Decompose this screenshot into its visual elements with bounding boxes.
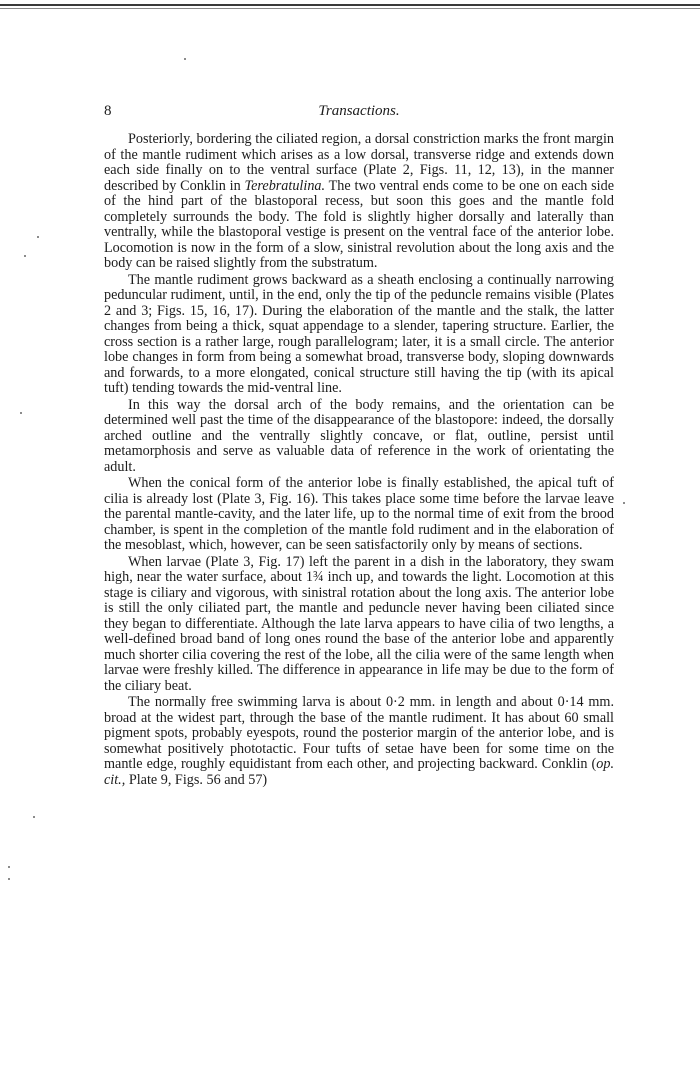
- page-number: 8: [104, 103, 112, 119]
- text-run: Posteriorly, bordering the ciliated region, a dorsal constriction marks the front margin of the mantle rudiment which arises as a low dorsal, transverse ridge and extends down each side finally on to the ventral surface (Plate 2, Figs. 11, 12, 13), in the manner described by Conklin in: [104, 131, 614, 194]
- text-run: In this way the dorsal arch of the body remains, and the orientation can be determined well past the time of the disappearance of the blastopore: indeed, the dorsally arched outline and the ventrally slightly concave, or flat, outline, persist until metamorphosis and serve as valuable data of reference in the work of orientating the adult.: [104, 396, 614, 475]
- running-head: Transactions.: [318, 103, 400, 119]
- paragraph: [104, 695, 614, 788]
- taxon-name: Terebratulina.: [244, 177, 326, 194]
- scan-speck: [20, 412, 22, 414]
- paragraph: [104, 132, 614, 272]
- text-run: When the conical form of the anterior lobe is finally established, the apical tuft of cilia is already lost (Plate 3, Fig. 16). This takes place some time before the larvae leave the parental mantle-cavity, and the later life, up to the normal time of exit from the brood chamber, is spent in the completion of the mantle fold rudiment and in the elaboration of the mesoblast, which, however, can be seen satisfactorily only by means of sections.: [104, 475, 614, 553]
- scan-speck: [24, 255, 26, 257]
- page-header: [104, 103, 614, 123]
- scan-speck: [8, 878, 10, 880]
- citation-italic: op. cit.,: [104, 756, 614, 788]
- paragraph: [104, 476, 614, 554]
- text-run: The two ventral ends come to be one on each side of the hind part of the blastoporal recess, but soon this goes and the mantle fold completely surrounds the body. The fold is slightly higher dorsally and laterally than ventrally, while the blastoporal vestige is present on the ventral face of the anterior lobe. Locomotion is now in the form of a slow, sinistral revolution about the long axis and the body can be raised slightly from the substratum.: [104, 177, 615, 271]
- scan-speck: [623, 502, 625, 504]
- paragraph: [104, 555, 614, 695]
- text-run: The mantle rudiment grows backward as a sheath enclosing a continually narrowing peduncular rudiment, until, in the end, only the tip of the peduncle remains visible (Plates 2 and 3; Figs. 15, 16, 17). During the elaboration of the mantle and the stalk, the latter changes from being a thick, squat appendage to a slender, tapering structure. Earlier, the cross section is a rather large, rough parallelogram; later, it is a small circle. The anterior lobe changes in form from being a somewhat broad, transverse body, sloping downwards and forwards, to a more elongated, conical structure still having the tip (with its apical tuft) tending towards the mid-ventral line.: [104, 271, 614, 396]
- scan-speck: [33, 816, 35, 818]
- paragraph: [104, 398, 614, 476]
- text-run: The normally free swimming larva is about 0·2 mm. in length and about 0·14 mm. broad at the widest part, through the base of the mantle rudiment. It has about 60 small pigment spots, probably eyespots, round the posterior margin of the anterior lobe, and is somewhat positively phototactic. Four tufts of setae have been for some time on the mantle edge, roughly equidistant from each other, and projecting backward. Conklin (: [104, 694, 614, 772]
- scan-speck: [184, 58, 186, 60]
- scan-speck: [37, 236, 39, 238]
- top-rule-thin: [0, 8, 700, 9]
- top-rule: [0, 4, 700, 6]
- body-text: [104, 132, 614, 789]
- text-run: When larvae (Plate 3, Fig. 17) left the parent in a dish in the laboratory, they swam high, near the water surface, about 1¾ inch up, and towards the light. Locomotion at this stage is ciliary and vigorous, with sinistral rotation about the long axis. The anterior lobe is still the only ciliated part, the mantle and peduncle never having been ciliated since they began to differentiate. Although the late larva appears to have cilia of two lengths, a well-defined broad band of long ones round the base of the anterior lobe and apparently much shorter cilia covering the rest of the lobe, all the cilia were of the same length when larvae were freshly killed. The difference in appearance in life may be due to the form of the ciliary beat.: [104, 553, 614, 694]
- paragraph: [104, 273, 614, 397]
- scan-speck: [8, 866, 10, 868]
- text-run: Plate 9, Figs. 56 and 57): [125, 771, 268, 788]
